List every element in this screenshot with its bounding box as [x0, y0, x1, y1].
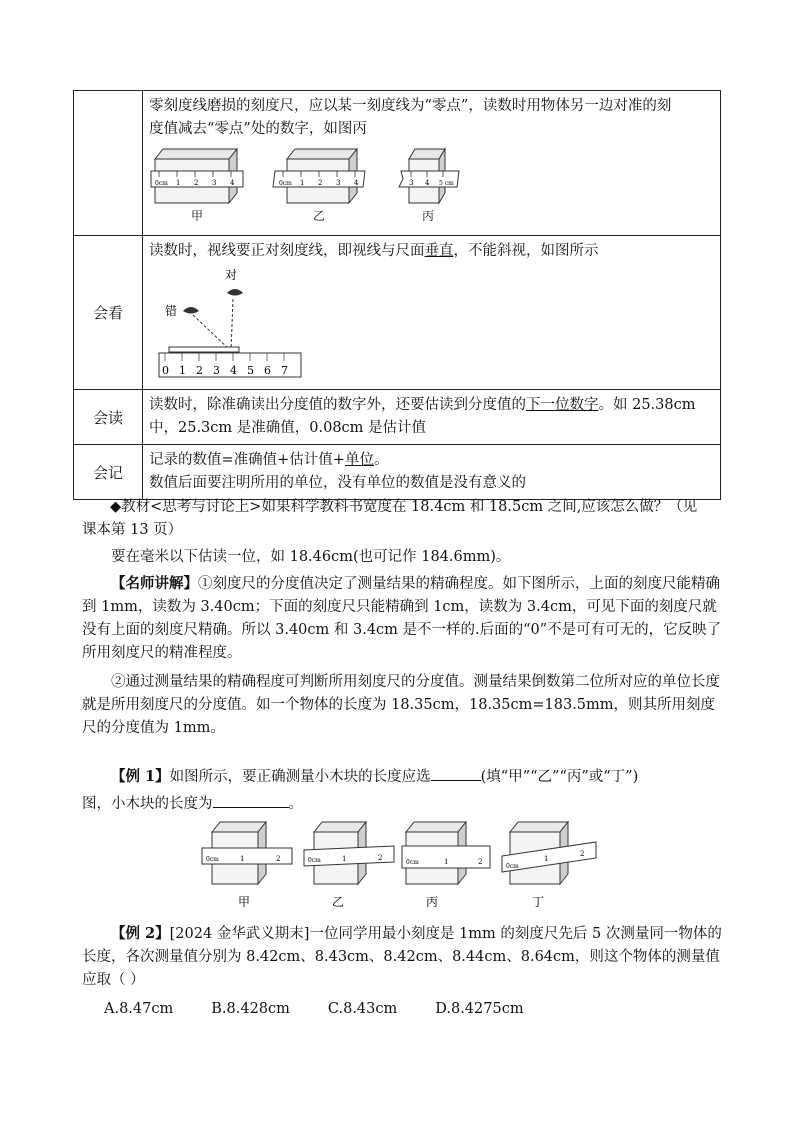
option-d[interactable]: D.8.4275cm — [435, 1001, 524, 1017]
textbook-answer: 要在毫米以下估读一位，如 18.46cm(也可记作 184.6mm)。 — [111, 549, 511, 565]
row-label-empty — [74, 91, 143, 236]
ruler-yi-label: 4 — [354, 179, 359, 187]
ruler-number: 2 — [196, 364, 203, 377]
caption-jia: 甲 — [190, 209, 203, 223]
look-text-underlined: 垂直 — [424, 243, 454, 259]
option-b[interactable]: B.8.428cm — [211, 1001, 290, 1017]
look-text-a: 读数时，视线要正对刻度线，即视线与尺面 — [149, 243, 425, 259]
ruler-bing-label: 5 cm — [439, 180, 454, 187]
figure-bing — [393, 145, 463, 224]
row-label-read: 会读 — [74, 390, 143, 445]
row-content — [143, 236, 721, 390]
label-right: 对 — [225, 268, 238, 282]
row-label-look: 会看 — [74, 236, 143, 390]
record-text-line2: 数值后面要注明所用的单位，没有单位的数值是没有意义的 — [149, 475, 526, 491]
ruler-label: 2 — [580, 850, 585, 858]
table-row — [74, 445, 721, 500]
example1-line2-b: 。 — [288, 796, 303, 812]
ruler-jia-label: 0cm — [155, 180, 168, 187]
caption-jia: 甲 — [238, 895, 251, 909]
ruler-jia-diagram — [149, 145, 245, 205]
read-text-b: 。如 25.38cm — [598, 397, 696, 413]
ruler-number: 3 — [213, 364, 220, 377]
ruler-jia-label: 2 — [194, 179, 199, 187]
example1-section — [82, 764, 722, 816]
zero-wear-text-line1: 零刻度线磨损的刻度尺，应以某一刻度线为“零点”，读数时用物体另一边对准的刻 — [149, 98, 672, 114]
ruler-label: 0cm — [406, 859, 419, 866]
eye-right-icon — [227, 289, 243, 296]
teacher-p1-text: ①刻度尺的分度值决定了测量结果的精确程度。如下图所示，上面的刻度尺能精确到 1mm，读数为 3.40cm；下面的刻度尺只能精确到 1cm，读数为 3.4cm，可见下面的刻度尺就没有上面的刻度尺精确。所以 3.40cm 和 3.4cm 是不一样的.后面的“0”不是可有可无的，它反映了所用刻度尺的精准程度。 — [82, 576, 722, 661]
textbook-section — [82, 496, 722, 571]
ruler-bing-label: 3 — [409, 179, 414, 187]
ruler-yi-label: 1 — [300, 179, 305, 187]
teacher-p1 — [82, 572, 722, 665]
caption-bing: 丙 — [426, 895, 439, 909]
ruler-label: 0cm — [206, 856, 219, 863]
ruler-label: 1 — [444, 858, 449, 866]
teacher-title: 【名师讲解】 — [111, 575, 198, 592]
figure-yi — [271, 145, 367, 224]
example2-section — [82, 922, 722, 1021]
ruler-bing-label: 4 — [425, 179, 430, 187]
option-a[interactable]: A.8.47cm — [104, 1001, 174, 1017]
ruler-number: 4 — [230, 364, 237, 377]
look-text — [149, 240, 714, 263]
figure-bing — [402, 822, 490, 909]
ruler-number: 5 — [247, 364, 254, 377]
example2-options — [82, 998, 722, 1021]
caption-yi: 乙 — [332, 895, 345, 909]
teacher-p2: ②通过测量结果的精确程度可判断所用刻度尺的分度值。测量结果倒数第二位所对应的单位长度就是所用刻度尺的分度值。如一个物体的长度为 18.35cm，18.35cm=183.5mm，则其所用刻度尺的分度值为 1mm。 — [82, 674, 720, 736]
example1-line2 — [82, 791, 722, 816]
read-text-a: 读数时，除准确读出分度值的数字外，还要估读到分度值的 — [149, 397, 526, 413]
example2-text: [2024 金华武义期末]一位同学用最小刻度是 1mm 的刻度尺先后 5 次测量同一物体的长度，各次测量值分别为 8.42cm、8.43cm、8.42cm、8.44cm、8.64cm，则这个物体的测量值应取（ ） — [82, 926, 722, 988]
textbook-line1: ◆教材<思考与讨论上>如果科学教科书宽度在 18.4cm 和 18.5cm 之间,应该怎么做？（见 — [110, 499, 698, 515]
read-text-line1 — [149, 394, 714, 417]
ruler-usage-table — [73, 90, 721, 500]
ruler-label: 2 — [478, 858, 483, 866]
eye-wrong-icon — [183, 307, 199, 314]
ruler-yi-label: 2 — [318, 179, 323, 187]
figure-jia — [149, 145, 245, 224]
example1-blank1[interactable] — [431, 764, 481, 781]
ruler-label: 1 — [544, 855, 549, 863]
row-content — [143, 445, 721, 500]
row-content — [143, 390, 721, 445]
read-text-line2: 中，25.3cm 是准确值，0.08cm 是估计值 — [149, 420, 427, 436]
ruler-label: 1 — [240, 855, 245, 863]
record-text-b: 。 — [373, 452, 389, 468]
caption-bing: 丙 — [421, 209, 434, 223]
example1-title: 【例 1】 — [111, 768, 170, 785]
teacher-section — [82, 572, 722, 742]
ruler-jia-label: 4 — [230, 179, 235, 187]
record-text-a: 记录的数值=准确值+估计值+ — [149, 452, 345, 468]
ruler-label: 2 — [276, 855, 281, 863]
row-label-record: 会记 — [74, 445, 143, 500]
example1-blank2[interactable] — [213, 791, 289, 808]
ruler-figures-row1 — [149, 145, 714, 224]
record-text-line1 — [149, 449, 714, 472]
option-c[interactable]: C.8.43cm — [327, 1001, 398, 1017]
textbook-line2: 课本第 13 页） — [82, 522, 183, 538]
ruler-label: 2 — [378, 854, 383, 862]
record-text-underlined: 单位 — [344, 452, 374, 468]
example2-question — [82, 922, 722, 992]
ruler-number: 0 — [162, 364, 169, 377]
ruler-yi-diagram — [271, 145, 367, 205]
figure-jia — [202, 822, 292, 909]
zero-wear-text-line2: 度值减去“零点”处的数字，如图丙 — [149, 121, 367, 137]
table-row — [74, 390, 721, 445]
ruler-number: 1 — [179, 364, 186, 377]
example2-title: 【例 2】 — [111, 925, 170, 942]
example1-text-a: 如图所示，要正确测量小木块的长度应选 — [169, 769, 431, 785]
label-wrong: 错 — [165, 304, 178, 318]
caption-yi: 乙 — [312, 209, 325, 223]
eye-ruler-diagram — [157, 265, 327, 381]
table-row — [74, 236, 721, 390]
figure-yi — [304, 822, 394, 909]
ruler-jia-label: 3 — [212, 179, 217, 187]
ruler-number: 6 — [264, 364, 271, 377]
ruler-yi-label: 3 — [336, 179, 341, 187]
figure-ding — [502, 822, 596, 909]
ruler-label: 0cm — [506, 863, 519, 870]
table-row — [74, 91, 721, 236]
ruler-label: 0cm — [308, 857, 321, 864]
example1-figure — [200, 816, 600, 912]
caption-ding: 丁 — [532, 895, 545, 909]
ruler-label: 1 — [342, 855, 347, 863]
ruler-bing-diagram — [393, 145, 463, 205]
example1-line2-a: 图，小木块的长度为 — [82, 796, 213, 812]
read-text-underlined: 下一位数字 — [526, 397, 599, 413]
ruler-number: 7 — [281, 364, 288, 377]
look-text-b: ，不能斜视，如图所示 — [453, 243, 599, 259]
ruler-jia-label: 1 — [176, 179, 181, 187]
ruler-yi-label: 0cm — [279, 180, 292, 187]
example1-question — [82, 764, 722, 789]
row-content — [143, 91, 721, 236]
example1-text-b: (填“甲”“乙”“丙”或“丁”) — [480, 769, 639, 785]
